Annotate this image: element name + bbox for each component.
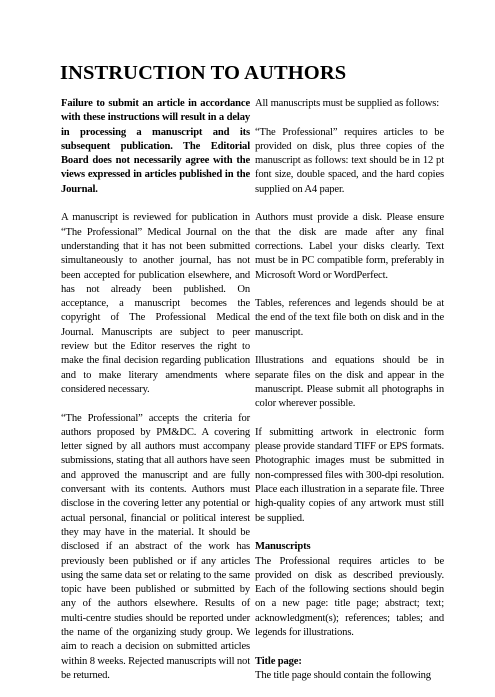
disk-format-paragraph: Authors must provide a disk. Please ensure that the disk are made after any final corrections. Label your disks clearly. Text must be in PC compatible form, preferably in Microsoft Word or WordPerfect.	[255, 212, 444, 281]
supply-paragraph: All manuscripts must be supplied as follows:	[255, 98, 440, 109]
intro-warning: Failure to submit an article in accordance with these instructions will result in a delay in processing a manuscript and its subsequent publication. The Editorial Board does not necessarily agree with the views expressed in articles published in the Journal.	[61, 98, 250, 195]
title-page-heading: Title page:	[255, 655, 302, 667]
manuscripts-heading: Manuscripts	[255, 541, 311, 553]
review-paragraph: A manuscript is reviewed for publication in “The Professional” Medical Journal on the understanding that it has not been submitted simultaneously to another journal, has not been accepted for publication elsewhere, and has not already been published. On acceptance, a manuscript becomes the copyright of The Professional Medical Journal. Manuscripts are subject to peer review but the Editor reserves the right to make the final decision regarding publication and to make literary amendments where considered necessary.	[61, 212, 250, 395]
right-column	[255, 97, 444, 697]
artwork-paragraph: If submitting artwork in electronic form please provide standard TIFF or EPS formats. Photographic images must be submitted in non-compressed files with 300-dpi resolution. Place each illustration in a separate file. Three high-quality copies of any artwork must still be supplied.	[255, 426, 444, 524]
title-page-paragraph: The title page should contain the following	[255, 669, 431, 681]
disk-copies-paragraph: “The Professional” requires articles to be provided on disk, plus three copies of the manuscript as follows: text should be in 12 pt font size, double spaced, and the hard copies supplied on A4 paper.	[255, 126, 444, 195]
left-column	[61, 97, 250, 697]
tables-paragraph: Tables, references and legends should be at the end of the text file both on disk and in the manuscript.	[255, 298, 444, 338]
page-title: INSTRUCTION TO AUTHORS	[60, 62, 347, 84]
authorship-paragraph: “The Professional” accepts the criteria for authors proposed by PM&DC. A covering letter signed by all authors must accompany submissions, stating that all authors have seen and approved the manuscript and are fully conversant with its contents. Authors must disclose in the covering letter any potential or actual personal, financial or political interest they may have in the material. It should be disclosed if an abstract of the work has previously been published or if any articles using the same data set or relating to the same topic have been published or submitted by any of the authors elsewhere. Results of multi-centre studies should be reported under the name of the organizing study group. We aim to reach a decision on submitted articles within 8 weeks. Rejected manuscripts will not be returned.	[61, 412, 250, 681]
illustrations-paragraph: Illustrations and equations should be in separate files on the disk and appear in the manuscript. Please submit all photographs in color wherever possible.	[255, 355, 444, 410]
manuscripts-paragraph: The Professional requires articles to be provided on disk as described previously. Each of the following sections should begin on a new page: title page; abstract; text; acknowledgment(s); references; tables; and legends for illustrations.	[255, 555, 444, 638]
